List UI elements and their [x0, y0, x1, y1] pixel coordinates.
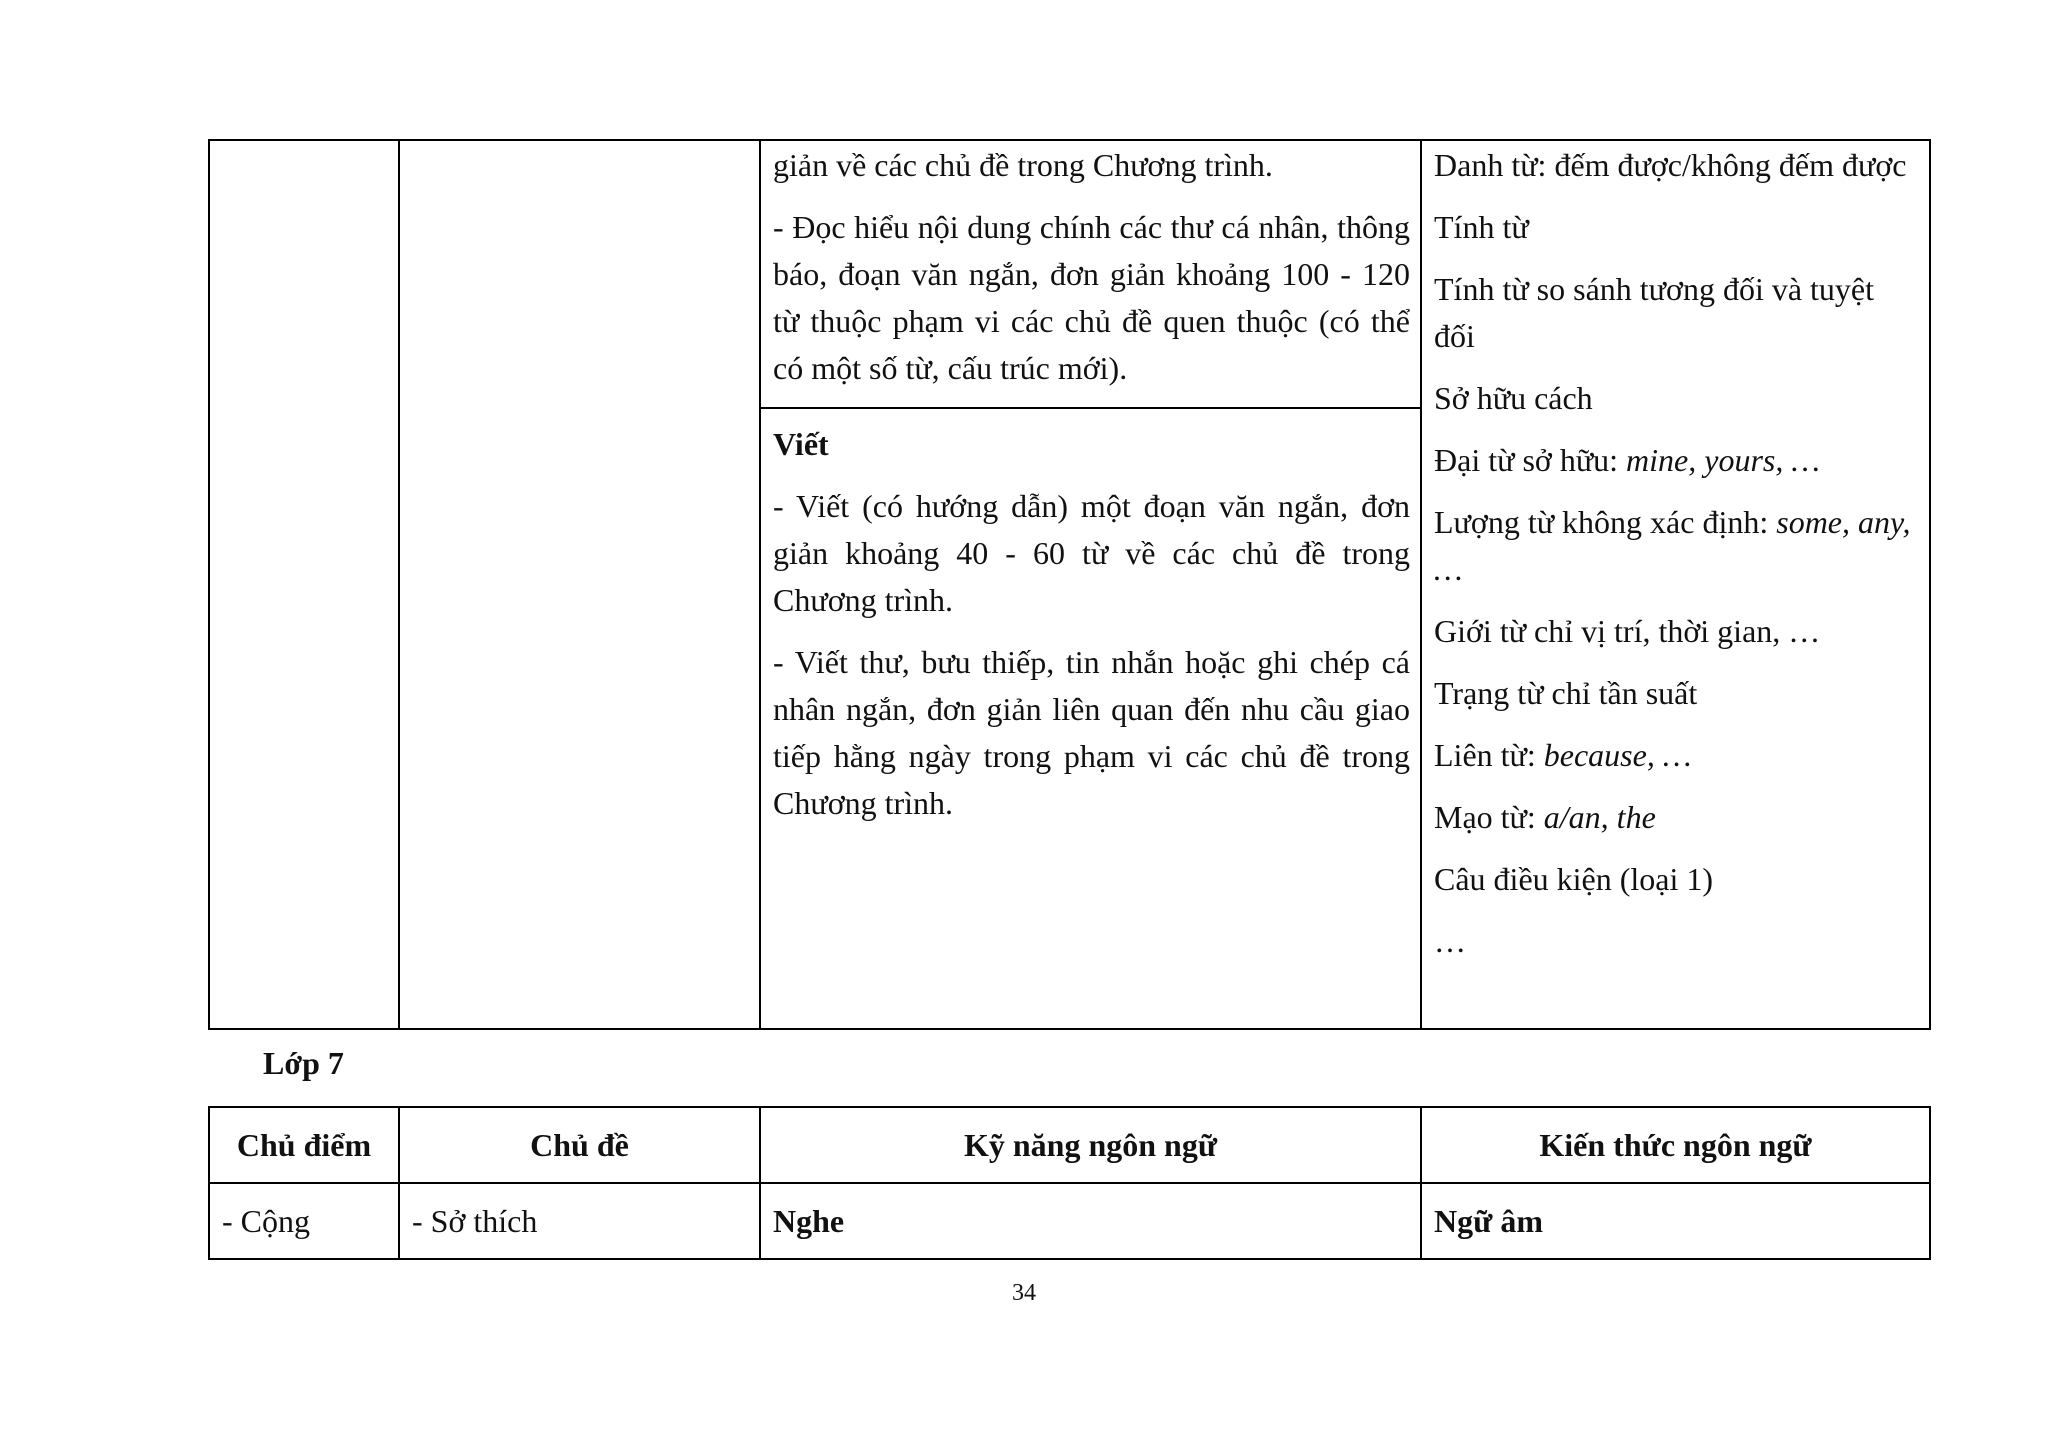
knowledge-item: Mạo từ: a/an, the [1434, 799, 1656, 835]
knowledge-item: Câu điều kiện (loại 1) [1434, 861, 1714, 897]
row-topic: - Sở thích [399, 1183, 760, 1259]
grade7-table [208, 1106, 1931, 1260]
writing-skills-cell [760, 408, 1421, 1029]
header-knowledge: Kiến thức ngôn ngữ [1421, 1107, 1930, 1183]
knowledge-item: … [1434, 923, 1466, 959]
skill-paragraph: giản về các chủ đề trong Chương trình. [773, 147, 1273, 183]
writing-heading: Viết [773, 426, 829, 462]
row-skill: Nghe [760, 1183, 1421, 1259]
skill-paragraph: - Viết thư, bưu thiếp, tin nhắn hoặc ghi chép cá nhân ngắn, đơn giản liên quan đến nhu cầu giao tiếp hằng ngày trong phạm vi các chủ đề trong Chương trình. [773, 644, 1410, 821]
section-title: Lớp 7 [263, 1045, 344, 1081]
header-topic: Chủ đề [399, 1107, 760, 1183]
knowledge-item: Trạng từ chỉ tần suất [1434, 675, 1698, 711]
knowledge-item: Liên từ: because, … [1434, 737, 1692, 773]
knowledge-item: Sở hữu cách [1434, 380, 1593, 416]
knowledge-item: Đại từ sở hữu: mine, yours, … [1434, 442, 1820, 478]
skill-paragraph: - Đọc hiểu nội dung chính các thư cá nhân, thông báo, đoạn văn ngắn, đơn giản khoảng 100 - 120 từ thuộc phạm vi các chủ đề quen thuộc (có thể có một số từ, cấu trúc mới). [773, 209, 1410, 386]
skill-paragraph: - Viết (có hướng dẫn) một đoạn văn ngắn, đơn giản khoảng 40 - 60 từ về các chủ đề trong Chương trình. [773, 488, 1410, 618]
knowledge-item: Danh từ: đếm được/không đếm được [1434, 147, 1907, 183]
topic-cell [399, 140, 760, 1029]
knowledge-item: Giới từ chỉ vị trí, thời gian, … [1434, 613, 1821, 649]
curriculum-table-continued [208, 139, 1931, 1030]
page-number: 34 [1012, 1280, 1036, 1306]
theme-cell [209, 140, 399, 1029]
header-theme: Chủ điểm [209, 1107, 399, 1183]
header-skills: Kỹ năng ngôn ngữ [760, 1107, 1421, 1183]
knowledge-item: Lượng từ không xác định: some, any, … [1434, 504, 1911, 587]
knowledge-cell [1421, 140, 1930, 1029]
row-theme: - Cộng [209, 1183, 399, 1259]
knowledge-item: Tính từ so sánh tương đối và tuyệt đối [1434, 271, 1875, 354]
reading-skills-cell [760, 140, 1421, 408]
row-knowledge: Ngữ âm [1421, 1183, 1930, 1259]
knowledge-item: Tính từ [1434, 209, 1529, 245]
